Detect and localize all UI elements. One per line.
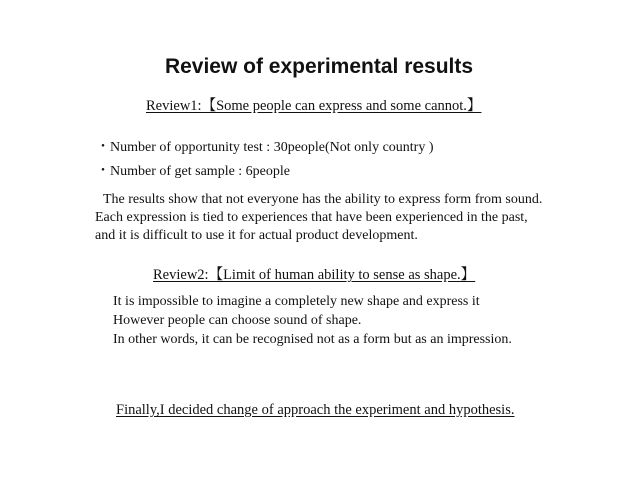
bullet-item-sample-count bbox=[96, 163, 290, 181]
review1-heading: Review1:【Some people can express and some cannot.】 bbox=[146, 98, 482, 114]
review2-paragraph-line: It is impossible to imagine a completely new shape and express it bbox=[113, 294, 480, 309]
bullet-text: Number of opportunity test : 30people(Not only country ) bbox=[110, 140, 434, 155]
review2-paragraph-line: In other words, it can be recognised not as a form but as an impression. bbox=[113, 332, 512, 347]
review1-paragraph-line: Each expression is tied to experiences that have been experienced in the past, bbox=[95, 210, 528, 225]
review2-paragraph-line: However people can choose sound of shape. bbox=[113, 313, 362, 328]
review1-paragraph-line: and it is difficult to use it for actual product development. bbox=[95, 228, 418, 243]
bullet-dot: ・ bbox=[96, 164, 110, 179]
review1-paragraph-line: The results show that not everyone has the ability to express form from sound. bbox=[103, 192, 543, 207]
review2-heading: Review2:【Limit of human ability to sense as shape.】 bbox=[153, 267, 476, 283]
conclusion-statement: Finally,I decided change of approach the experiment and hypothesis. bbox=[116, 402, 515, 418]
bullet-item-test-count bbox=[96, 139, 434, 157]
bullet-dot: ・ bbox=[96, 140, 110, 155]
bullet-text: Number of get sample : 6people bbox=[110, 164, 291, 179]
slide-title: Review of experimental results bbox=[164, 55, 474, 78]
